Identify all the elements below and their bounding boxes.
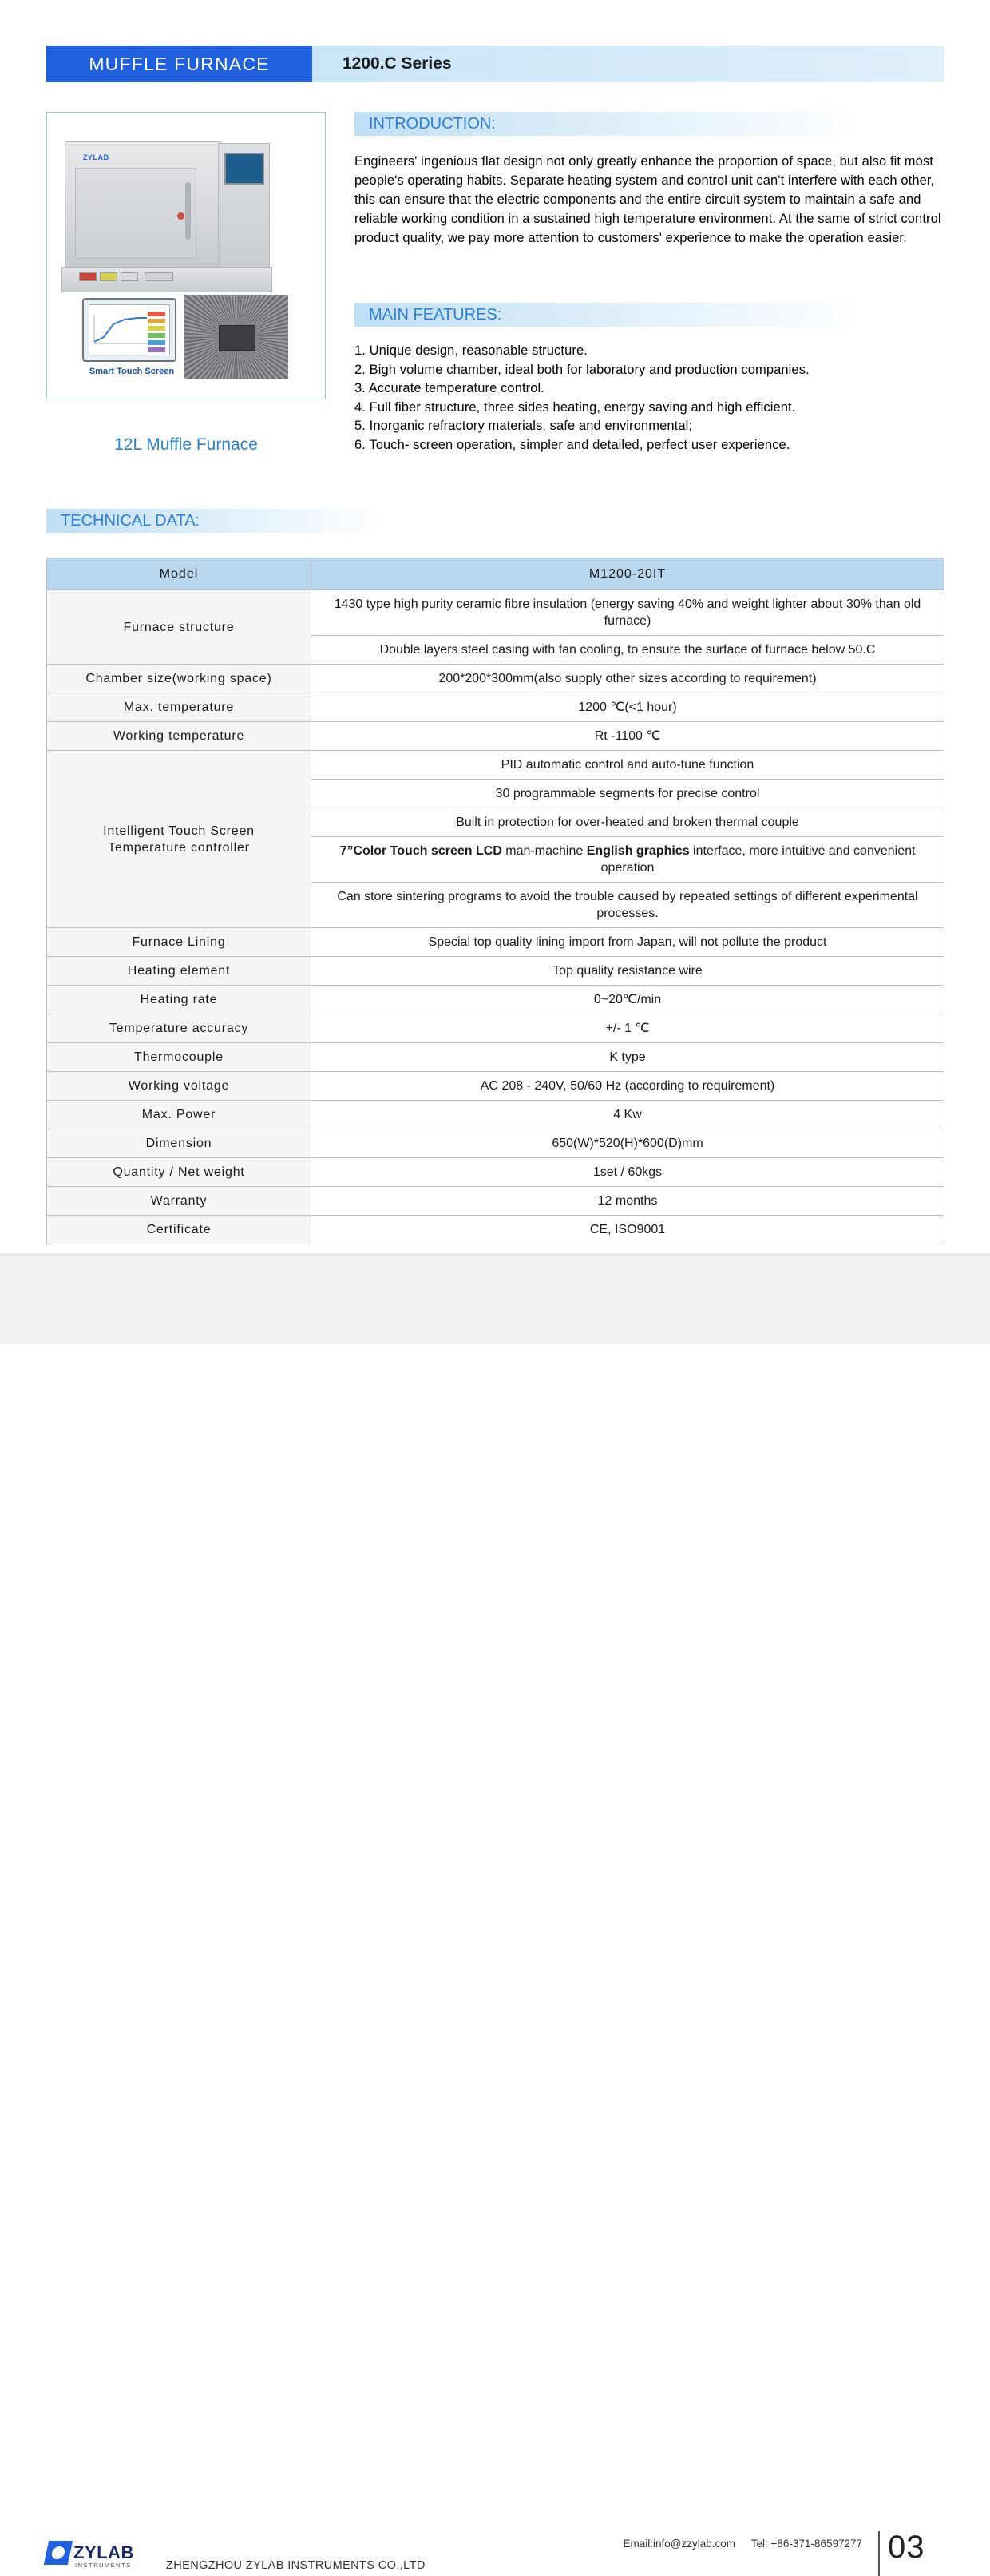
- cell-model-value: M1200-20IT: [311, 558, 944, 590]
- table-row: [47, 928, 944, 957]
- cell-value: K type: [311, 1043, 944, 1072]
- cell-label-warranty: Warranty: [47, 1187, 311, 1216]
- table-row: [47, 1014, 944, 1043]
- touch-screen-photo: [82, 298, 176, 362]
- cell-value: AC 208 - 240V, 50/60 Hz (according to requirement): [311, 1072, 944, 1101]
- unit-brand-label: ZYLAB: [83, 153, 109, 161]
- cell-value: 4 Kw: [311, 1101, 944, 1129]
- cell-label-heating-rate: Heating rate: [47, 986, 311, 1014]
- page-header: [46, 46, 944, 82]
- contact-email: Email:info@zzylab.com: [623, 2538, 735, 2550]
- page-number-divider: [878, 2531, 880, 2576]
- cell-value: PID automatic control and auto-tune function: [311, 751, 944, 780]
- lcd-part2: man-machine: [501, 844, 587, 858]
- table-row: [47, 590, 944, 636]
- table-row: [47, 1101, 944, 1129]
- introduction-body: Engineers' ingenious flat design not only greatly enhance the proportion of space, but also fit most people's operating habits. Separate heating system and control unit can't interfere with each other, this can ensure that the electric components and the entire circuit system to maintain a safe and reliable working condition in a sustained high temperature environment. At the same of strict control product quality, we pay more attention to customers' experience to make the operation easier.: [354, 154, 941, 245]
- cell-value: 650(W)*520(H)*600(D)mm: [311, 1129, 944, 1158]
- lcd-part3: English graphics: [586, 844, 690, 858]
- cell-value: 0~20℃/min: [311, 986, 944, 1014]
- lcd-part4: interface, more intuitive and convenient operation: [600, 844, 916, 875]
- cell-value: Top quality resistance wire: [311, 957, 944, 986]
- cell-label-touch-controller: [47, 751, 311, 928]
- table-row: [47, 1072, 944, 1101]
- product-caption: 12L Muffle Furnace: [114, 435, 258, 454]
- base-button-red: [79, 272, 97, 281]
- company-logo: [46, 2538, 142, 2573]
- furnace-handle: [185, 182, 191, 240]
- main-features-list: [354, 342, 945, 454]
- base-button-yellow: [100, 272, 117, 281]
- cell-value: +/- 1 ℃: [311, 1014, 944, 1043]
- cell-label-certificate: Certificate: [47, 1216, 311, 1244]
- muffle-furnace-photo: [65, 135, 268, 291]
- controller-label-line1: Intelligent Touch Screen: [103, 824, 255, 838]
- company-name: ZHENGZHOU ZYLAB INSTRUMENTS CO.,LTD: [166, 2559, 426, 2572]
- table-row: [47, 986, 944, 1014]
- feature-item: 4. Full fiber structure, three sides heating, energy saving and high efficient.: [354, 399, 796, 415]
- table-row: [47, 1129, 944, 1158]
- contact-info: [527, 2538, 862, 2550]
- logo-text: ZYLAB: [73, 2542, 134, 2562]
- cell-label-chamber-size: Chamber size(working space): [47, 665, 311, 693]
- table-row-model: [47, 558, 944, 590]
- lcd-part1: 7”Color Touch screen LCD: [339, 844, 502, 858]
- cell-value-lcd: [311, 837, 944, 883]
- cell-value: CE, ISO9001: [311, 1216, 944, 1244]
- cell-value: Rt -1100 ℃: [311, 722, 944, 751]
- table-row: [47, 1216, 944, 1244]
- screen-menu-rows: [148, 312, 165, 355]
- cell-label-dimension: Dimension: [47, 1129, 311, 1158]
- cell-label-thermocouple: Thermocouple: [47, 1043, 311, 1072]
- feature-item: 3. Accurate temperature control.: [354, 381, 544, 395]
- touch-screen-caption: Smart Touch Screen: [89, 367, 175, 376]
- cell-value: 200*200*300mm(also supply other sizes according to requirement): [311, 665, 944, 693]
- page-number: 03: [888, 2530, 925, 2565]
- temperature-curve-icon: [93, 313, 148, 345]
- cell-value: Double layers steel casing with fan cooling, to ensure the surface of furnace below 50.C: [311, 636, 944, 665]
- furnace-body: [65, 141, 222, 271]
- product-image-panel: [46, 112, 326, 399]
- cell-model-label: Model: [47, 558, 311, 590]
- cell-label-furnace-lining: Furnace Lining: [47, 928, 311, 957]
- contact-tel: Tel: +86-371-86597277: [750, 2538, 862, 2550]
- introduction-heading: INTRODUCTION:: [354, 112, 865, 136]
- technical-data-table: [46, 558, 944, 1244]
- table-row: [47, 722, 944, 751]
- chamber-interior: [219, 325, 255, 351]
- cell-value: 1set / 60kgs: [311, 1158, 944, 1187]
- table-row: [47, 665, 944, 693]
- cell-label-working-voltage: Working voltage: [47, 1072, 311, 1101]
- controller-label-line2: Temperature controller: [108, 840, 250, 855]
- cell-value: 30 programmable segments for precise control: [311, 780, 944, 808]
- logo-subtext: INSTRUMENTS: [75, 2562, 132, 2569]
- cell-label-quantity-net-weight: Quantity / Net weight: [47, 1158, 311, 1187]
- base-button-wide: [145, 272, 173, 281]
- cell-value: 1430 type high purity ceramic fibre insulation (energy saving 40% and weight lighter about 30% than old furnace): [311, 590, 944, 636]
- logo-mark-icon: [44, 2541, 73, 2565]
- table-row: [47, 957, 944, 986]
- feature-item: 2. Bigh volume chamber, ideal both for laboratory and production companies.: [354, 362, 810, 377]
- cell-value: 12 months: [311, 1187, 944, 1216]
- cell-value: Built in protection for over-heated and broken thermal couple: [311, 808, 944, 837]
- page-footer: [0, 1256, 990, 2572]
- cell-value: Special top quality lining import from Japan, will not pollute the product: [311, 928, 944, 957]
- cell-value: Can store sintering programs to avoid the trouble caused by repeated settings of different experimental processes.: [311, 883, 944, 928]
- feature-item: 1. Unique design, reasonable structure.: [354, 343, 588, 358]
- table-row: [47, 1043, 944, 1072]
- furnace-indicator-light: [177, 212, 184, 220]
- cell-label-furnace-structure: Furnace structure: [47, 590, 311, 665]
- furnace-chamber-photo: [184, 295, 288, 379]
- main-features-heading: MAIN FEATURES:: [354, 303, 865, 327]
- cell-label-temperature-accuracy: Temperature accuracy: [47, 1014, 311, 1043]
- table-row: [47, 751, 944, 780]
- table-row: [47, 693, 944, 722]
- cell-value: 1200 ℃(<1 hour): [311, 693, 944, 722]
- base-button-grey: [121, 272, 138, 281]
- furnace-touch-display: [224, 153, 264, 185]
- cell-label-max-power: Max. Power: [47, 1101, 311, 1129]
- cell-label-max-temperature: Max. temperature: [47, 693, 311, 722]
- cell-label-heating-element: Heating element: [47, 957, 311, 986]
- table-row: [47, 1158, 944, 1187]
- product-title: MUFFLE FURNACE: [46, 46, 312, 82]
- technical-data-heading: TECHNICAL DATA:: [46, 509, 382, 533]
- table-row: [47, 1187, 944, 1216]
- feature-item: 6. Touch- screen operation, simpler and detailed, perfect user experience.: [354, 437, 790, 452]
- product-series: 1200.C Series: [312, 46, 944, 82]
- feature-item: 5. Inorganic refractory materials, safe and environmental;: [354, 419, 693, 433]
- touch-screen-inner: [89, 304, 170, 355]
- cell-label-working-temperature: Working temperature: [47, 722, 311, 751]
